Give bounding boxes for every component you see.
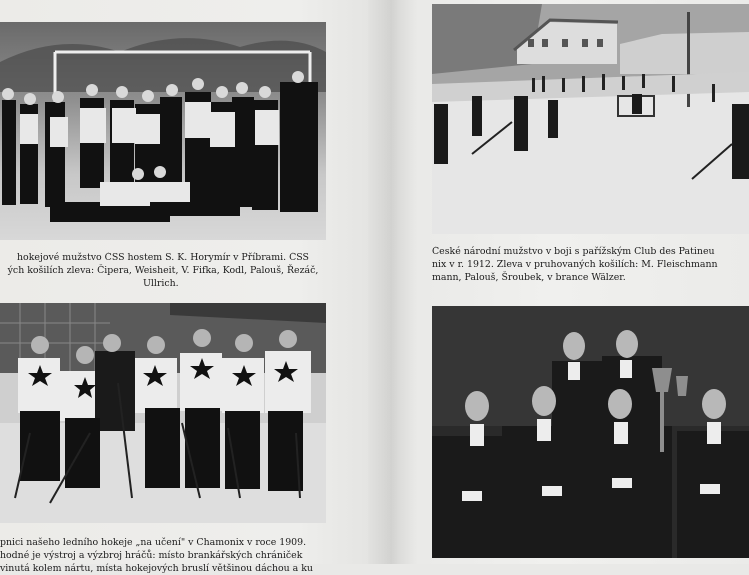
formal-group-photo [432, 306, 749, 558]
caption-paris: České národní mužstvo v boji s pařížským Club des Patineu nix v r. 1912. Zleva v pruhovaných košilích: M. Fleischmann mann, Palouš, Šroubek, v brance Wälzer. [432, 246, 718, 283]
book-gutter [368, 0, 420, 564]
caption-horymir: hokejové mužstvo ČSS hostem S. K. Horymír v Příbrami. ČSS ých košilích zleva: Čipera, Weisheit, V. Fifka, Kodl, Palouš, Řezáč, Ullrich. [7, 252, 319, 289]
team-photo-chamonix [0, 303, 326, 523]
caption-chamonix: pnici našeho ledního hokeje „na učení" v Chamonix v roce 1909. hodné je výstroj a výzbroj hráčů: místo brankářských chrániček vinutá kolem nártu, místa hokejových bruslí většinou dáchou a ku [0, 537, 313, 574]
team-photo-horymir [0, 22, 326, 240]
match-photo-paris [432, 4, 749, 234]
